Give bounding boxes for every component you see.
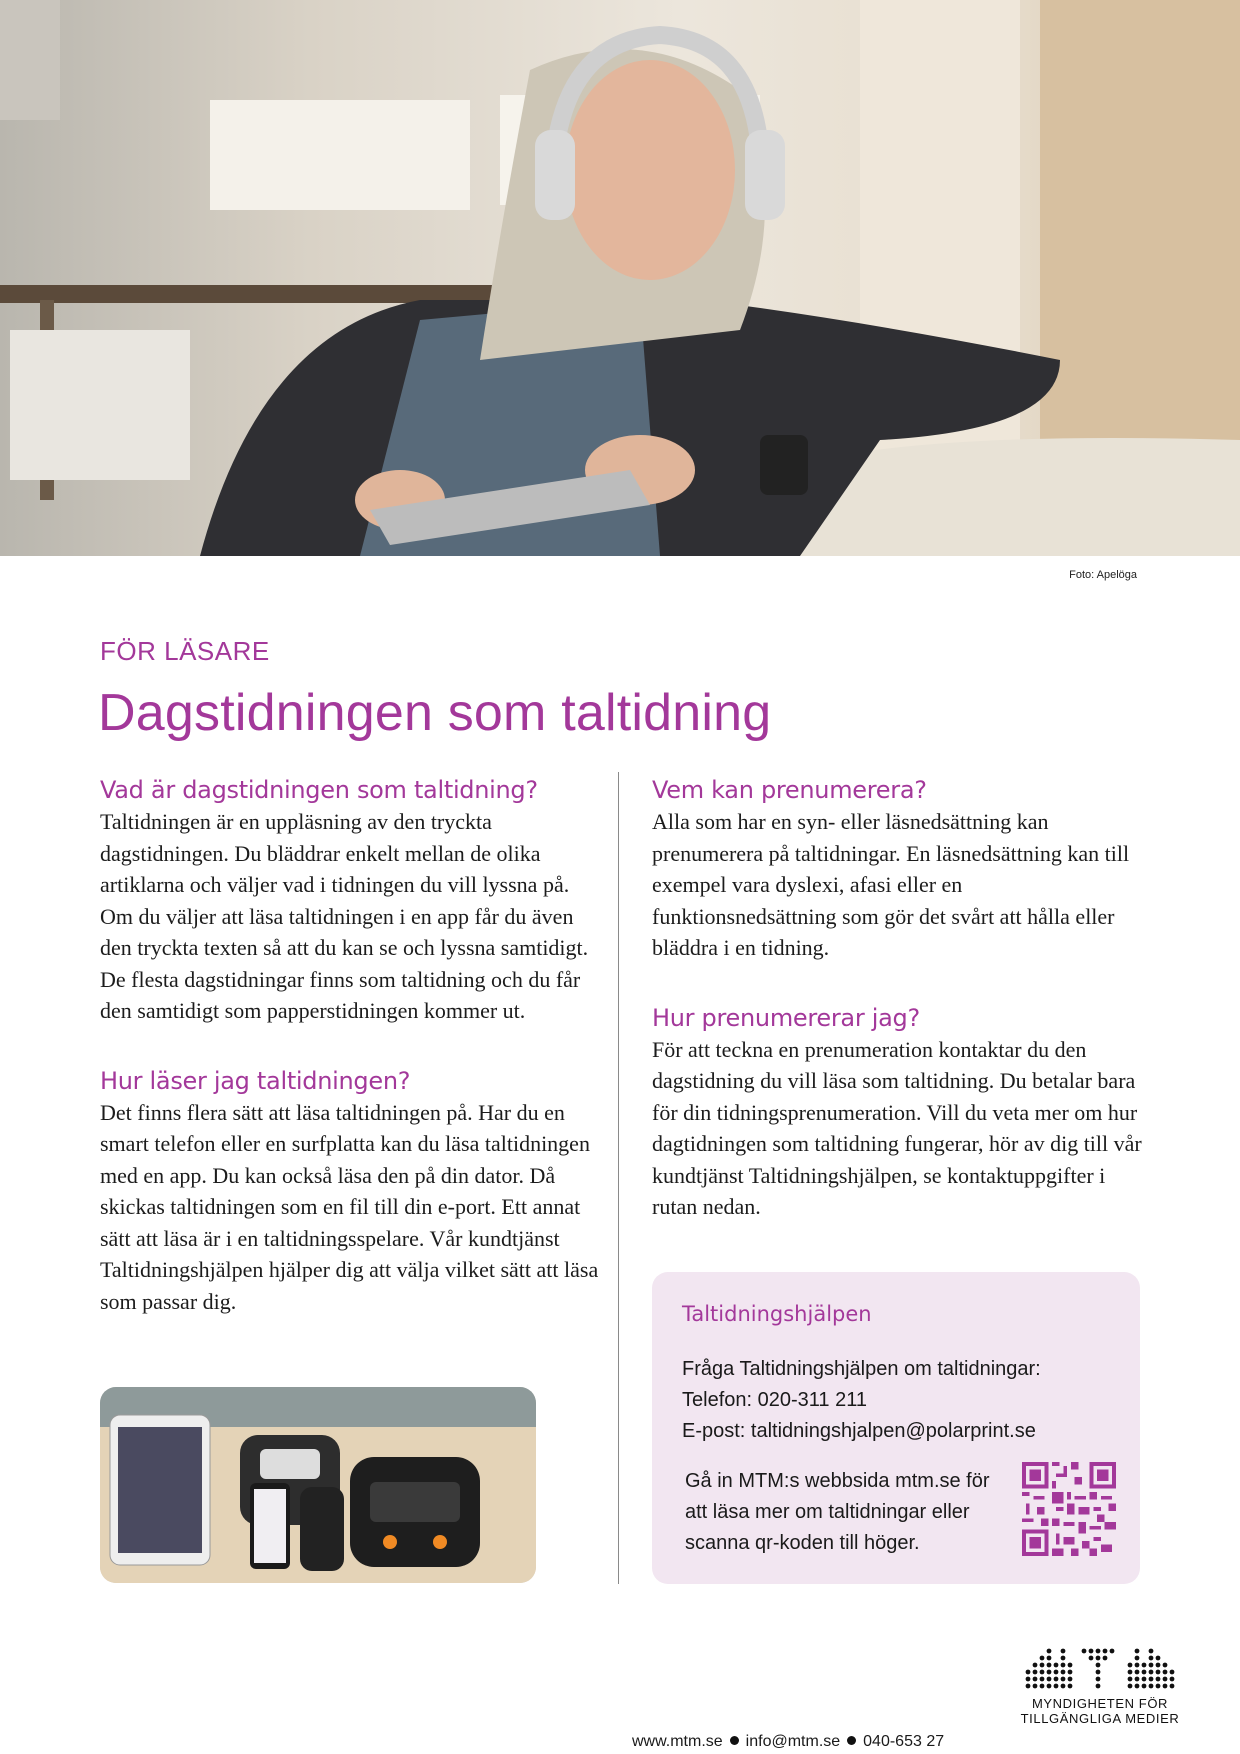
qr-code-icon[interactable] [1022, 1462, 1116, 1556]
devices-illustration [100, 1387, 536, 1583]
mtm-logo-mark [1022, 1648, 1178, 1692]
section-body: Det finns flera sätt att läsa taltidningen på. Har du en smart telefon eller en surfplatta kan du läsa taltidningen med en app. Du kan också läsa den på din dator. Då skickas taltidningen som en fil till din e-port. Ett annat sätt att läsa är i en taltidningsspelare. Vår kundtjänst Taltidningshjälpen hjälper dig att välja vilket sätt att läsa som passar dig. [100, 1099, 599, 1314]
page-title: Dagstidningen som taltidning [98, 684, 772, 742]
section-how-read [100, 1067, 600, 1318]
contact-intro: Fråga Taltidningshjälpen om taltidningar: [682, 1358, 1041, 1380]
info-box [652, 1272, 1140, 1584]
photo-credit: Foto: Apelöga [1069, 569, 1137, 581]
section-heading: Vad är dagstidningen som taltidning? [100, 776, 538, 804]
hero-photo [0, 0, 1240, 556]
section-heading: Hur läser jag taltidningen? [100, 1066, 411, 1095]
kicker: FÖR LÄSARE [100, 636, 270, 666]
bullet-icon [847, 1736, 856, 1745]
section-body: Alla som har en syn- eller läsnedsättning kan prenumerera på taltidningar. En läsnedsättning kan till exempel vara dyslexi, afasi eller en funktionsnedsättning som gör det svårt att hålla eller bläddra i en tidning. [652, 809, 1130, 960]
mtm-logo [1020, 1648, 1180, 1726]
bullet-icon [730, 1736, 739, 1745]
left-column [100, 776, 600, 1357]
hero-illustration [0, 0, 1240, 556]
section-heading: Vem kan prenumerera? [652, 776, 927, 804]
contact-email[interactable]: E-post: taltidningshjalpen@polarprint.se [682, 1420, 1036, 1442]
section-who [652, 776, 1147, 964]
section-what [100, 776, 600, 1027]
section-how-subscribe [652, 1004, 1147, 1223]
logo-text-line2: TILLGÄNGLIGA MEDIER [1020, 1711, 1180, 1726]
info-box-title: Taltidningshjälpen [682, 1302, 872, 1326]
footer-phone: 040-653 27 [863, 1733, 945, 1750]
column-divider [618, 772, 619, 1584]
footer-contact [632, 1733, 944, 1751]
devices-photo [100, 1387, 536, 1583]
info-more-text: Gå in MTM:s webbsida mtm.se för att läsa mer om taltidningar eller scanna qr-koden till höger. [685, 1470, 990, 1554]
footer-web-link[interactable]: www.mtm.se [632, 1733, 723, 1750]
logo-text-line1: MYNDIGHETEN FÖR [1031, 1696, 1169, 1711]
footer-email-link[interactable]: info@mtm.se [745, 1733, 841, 1750]
section-body: För att teckna en prenumeration kontaktar du den dagstidning du vill läsa som taltidning. Du betalar bara för din tidningsprenumeration. Vill du veta mer om hur dagtidningen som taltidning fungerar, hör av dig till vår kundtjänst Taltidningshjälpen, se kontaktuppgifter i rutan nedan. [652, 1036, 1142, 1219]
section-heading: Hur prenumererar jag? [652, 1003, 920, 1032]
right-column [652, 776, 1147, 1263]
contact-lines [682, 1354, 1041, 1447]
contact-phone: Telefon: 020-311 211 [682, 1389, 867, 1411]
section-body: Taltidningen är en uppläsning av den tryckta dagstidningen. Du bläddrar enkelt mellan de olika artiklarna och väljer vad i tidningen du vill lyssna på. Om du väljer att läsa taltidningen i en app får du även den tryckta texten så att du kan se och lyssna samtidigt. De flesta dagstidningar finns som taltidning och du får den samtidigt som papperstidningen kommer ut. [100, 809, 589, 1023]
